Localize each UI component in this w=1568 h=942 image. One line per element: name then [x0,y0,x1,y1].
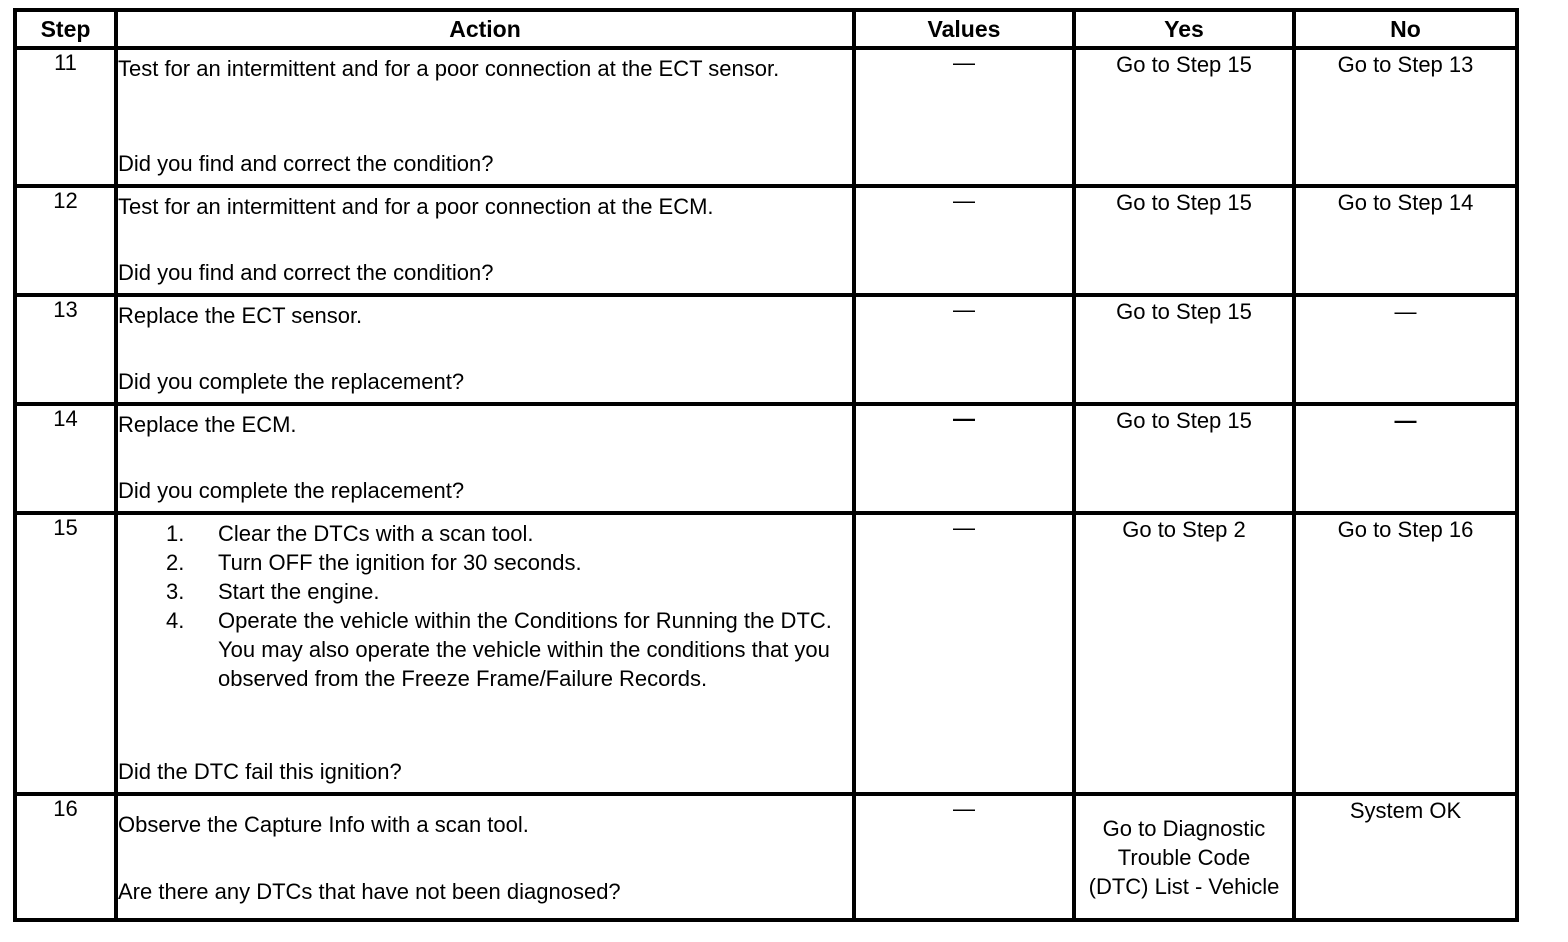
header-yes: Yes [1074,10,1294,48]
yes-cell: Go to Step 15 [1074,186,1294,295]
procedure-number: 1. [166,521,185,546]
table-row-step-11 [15,48,1517,186]
yes-cell: Go to Step 15 [1074,404,1294,513]
header-action: Action [116,10,854,48]
procedure-number: 4. [166,608,185,633]
action-question: Did the DTC fail this ignition? [118,759,402,784]
procedure-item [166,548,852,577]
header-no: No [1294,10,1517,48]
step-number: 16 [15,794,116,920]
action-cell [116,48,854,186]
step-number: 14 [15,404,116,513]
procedure-item [166,577,852,606]
step-number: 11 [15,48,116,186]
values-cell: — [854,513,1074,794]
no-cell: Go to Step 14 [1294,186,1517,295]
procedure-number: 3. [166,579,185,604]
step-number: 13 [15,295,116,404]
no-cell: Go to Step 16 [1294,513,1517,794]
action-cell [116,513,854,794]
header-row [15,10,1517,48]
action-question: Did you complete the replacement? [118,478,465,503]
procedure-text: Start the engine. [218,579,380,604]
step-number: 12 [15,186,116,295]
header-step: Step [15,10,116,48]
values-cell: — [854,186,1074,295]
action-cell [116,794,854,920]
procedure-text: Turn OFF the ignition for 30 seconds. [218,550,582,575]
no-cell: — [1294,404,1517,513]
header-values: Values [854,10,1074,48]
action-text: Test for an intermittent and for a poor connection at the ECT sensor. [118,56,780,81]
action-cell [116,404,854,513]
action-question: Did you find and correct the condition? [118,260,494,285]
procedure-text: Clear the DTCs with a scan tool. [218,521,534,546]
values-cell: — [854,48,1074,186]
table-row-step-13 [15,295,1517,404]
values-cell: — [854,794,1074,920]
values-cell: — [854,404,1074,513]
action-text: Test for an intermittent and for a poor connection at the ECM. [118,194,714,219]
action-question: Did you find and correct the condition? [118,151,494,176]
procedure-list [118,519,852,693]
action-text: Replace the ECM. [118,412,297,437]
no-cell: System OK [1294,794,1517,920]
yes-cell: Go to Step 15 [1074,295,1294,404]
no-cell: — [1294,295,1517,404]
table-row-step-12 [15,186,1517,295]
table-row-step-16 [15,794,1517,920]
procedure-item [166,606,852,693]
procedure-item [166,519,852,548]
action-cell [116,186,854,295]
action-question: Did you complete the replacement? [118,369,465,394]
step-number: 15 [15,513,116,794]
action-cell [116,295,854,404]
procedure-text: Operate the vehicle within the Conditions for Running the DTC. You may also operate the vehicle within the conditions that you observed from the Freeze Frame/Failure Records. [218,608,832,691]
values-cell: — [854,295,1074,404]
action-text: Replace the ECT sensor. [118,303,363,328]
no-cell: Go to Step 13 [1294,48,1517,186]
action-question: Are there any DTCs that have not been diagnosed? [118,879,621,904]
procedure-number: 2. [166,550,185,575]
yes-cell: Go to Step 15 [1074,48,1294,186]
diagnostic-table [13,8,1519,922]
action-text: Observe the Capture Info with a scan tool. [118,812,529,837]
table-row-step-14 [15,404,1517,513]
yes-link-dtc-list[interactable]: Go to Diagnostic Trouble Code (DTC) List - Vehicle [1074,794,1294,920]
table-row-step-15 [15,513,1517,794]
yes-cell: Go to Step 2 [1074,513,1294,794]
